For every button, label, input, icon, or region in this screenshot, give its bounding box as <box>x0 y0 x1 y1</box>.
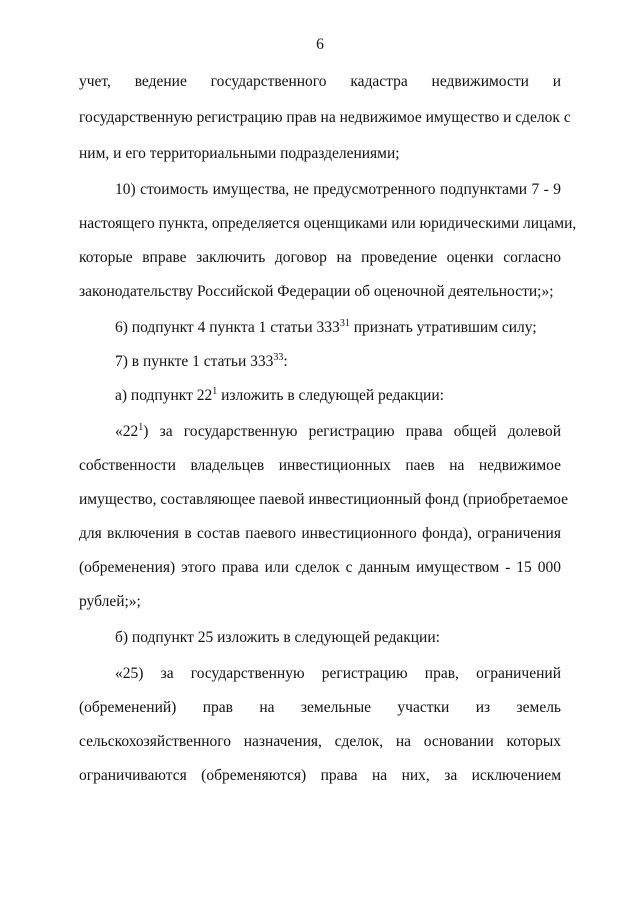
text-line: рублей;»; <box>79 593 141 610</box>
text-line: имущество, составляющее паевой инвестиционный фонд (приобретаемое <box>79 491 568 508</box>
text-line: ним, и его территориальными подразделениями; <box>79 145 400 162</box>
text-line: «$22^1$) за государственную регистрацию права общей долевой <box>115 422 561 440</box>
text-line: законодательству Российской Федерации об оценочной деятельности;»; <box>79 283 554 300</box>
text-line: ограничиваются (обременяются) права на них, за исключением <box>79 767 561 784</box>
text-line: (обременений) прав на земельные участки из земель <box>79 699 561 716</box>
text-line: собственности владельцев инвестиционных паев на недвижимое <box>79 457 561 474</box>
text-line: 6) подпункт 4 пункта 1 статьи $333^{31}$ признать утратившим силу; <box>115 318 537 336</box>
text-line: сельскохозяйственного назначения, сделок, на основании которых <box>79 733 561 750</box>
text-line: б) подпункт 25 изложить в следующей редакции: <box>115 629 440 646</box>
text-line: учет, ведение государственного кадастра недвижимости и <box>79 73 561 90</box>
text-line: а) подпункт $22^1$ изложить в следующей редакции: <box>115 386 444 404</box>
text-line: 7) в пункте 1 статьи $333^{33}$: <box>115 352 288 370</box>
text-line: настоящего пункта, определяется оценщиками или юридическими лицами, <box>79 215 577 232</box>
text-line: государственную регистрацию прав на недвижимое имущество и сделок с <box>79 109 571 126</box>
text-line: (обременения) этого права или сделок с данным имуществом - 15 000 <box>79 559 561 576</box>
page-number: 6 <box>316 36 324 53</box>
text-line: «25) за государственную регистрацию прав, ограничений <box>115 665 561 682</box>
text-line: для включения в состав паевого инвестиционного фонда), ограничения <box>79 525 561 542</box>
text-line: которые вправе заключить договор на проведение оценки согласно <box>79 249 561 266</box>
text-line: 10) стоимость имущества, не предусмотренного подпунктами 7 - 9 <box>115 181 561 198</box>
